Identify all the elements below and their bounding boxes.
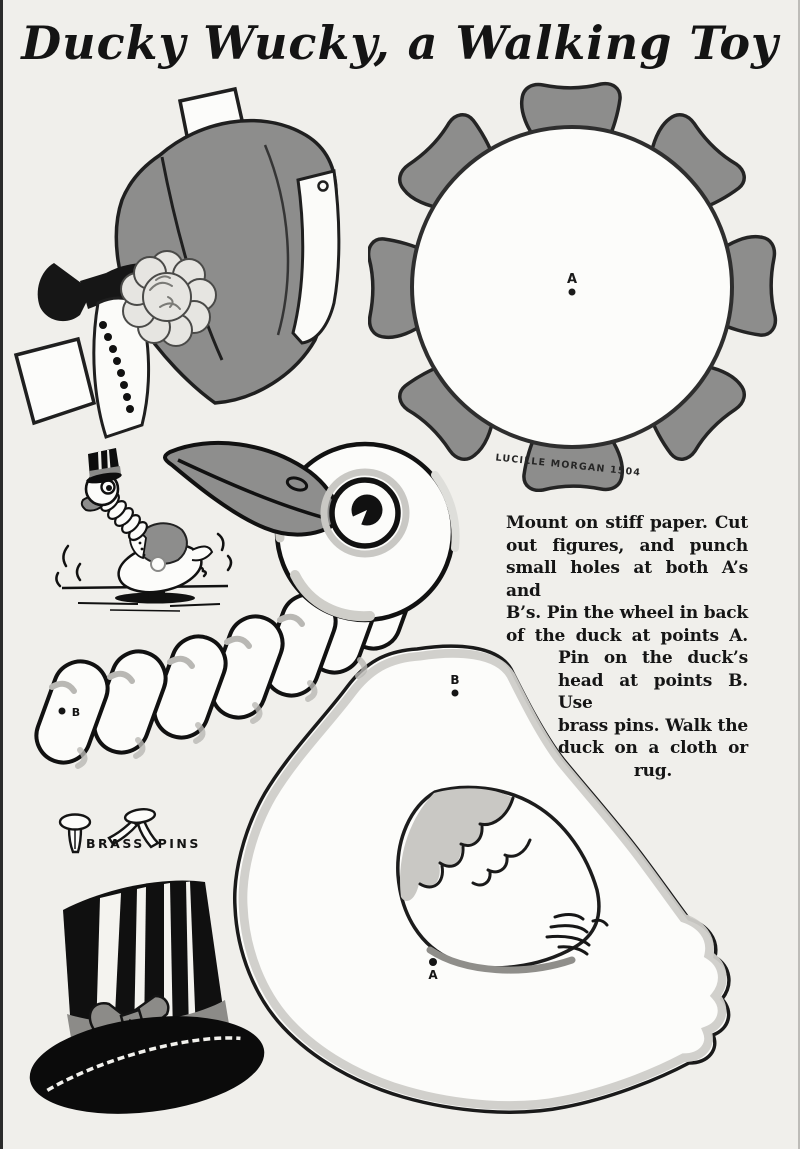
coat-left-tab: [16, 339, 94, 423]
wheel-signature: LUCILLE MORGAN 1504: [494, 452, 642, 479]
coat-cutout-illustration: [10, 85, 355, 470]
page-title: Ducky Wucky, a Walking Toy: [21, 16, 779, 70]
instructions-line: of the duck at points A.: [506, 625, 748, 646]
instructions-line: duck on a cloth or: [558, 738, 748, 758]
instructions-line: out figures, and punch: [506, 535, 748, 556]
neck-point-b-dot: [59, 708, 66, 715]
duck-eye: [324, 472, 406, 554]
body-point-a-label: A: [428, 968, 438, 982]
instructions-line: head at points B. Use: [558, 670, 748, 713]
top-hat-cutout-illustration: [15, 868, 280, 1138]
instructions-line: Pin on the duck’s: [558, 648, 748, 668]
scan-edge-left: [0, 0, 3, 1149]
wheel-center-label: A: [566, 272, 578, 287]
hat-brim: [24, 1004, 270, 1126]
wheel-pivot-dot: [569, 289, 576, 296]
instructions-line: B’s. Pin the wheel in back: [506, 603, 748, 623]
wheel-disc: [412, 127, 732, 447]
brass-pins-label: BRASS PINS: [86, 836, 201, 851]
body-point-a-marker: [428, 958, 438, 982]
duck-head-neck-cutout-illustration: [10, 420, 480, 800]
instructions-line: rug.: [633, 760, 673, 781]
neck-point-b-label: B: [71, 706, 81, 719]
body-point-b-label: B: [450, 673, 460, 687]
instructions-line: Mount on stiff paper. Cut: [506, 513, 748, 533]
instructions-line: small holes at both A’s and: [506, 558, 748, 601]
instructions-line: brass pins. Walk the: [558, 715, 748, 736]
body-point-a-dot: [429, 958, 437, 966]
instructions-text: [506, 512, 748, 782]
duck-bill: [165, 443, 340, 535]
